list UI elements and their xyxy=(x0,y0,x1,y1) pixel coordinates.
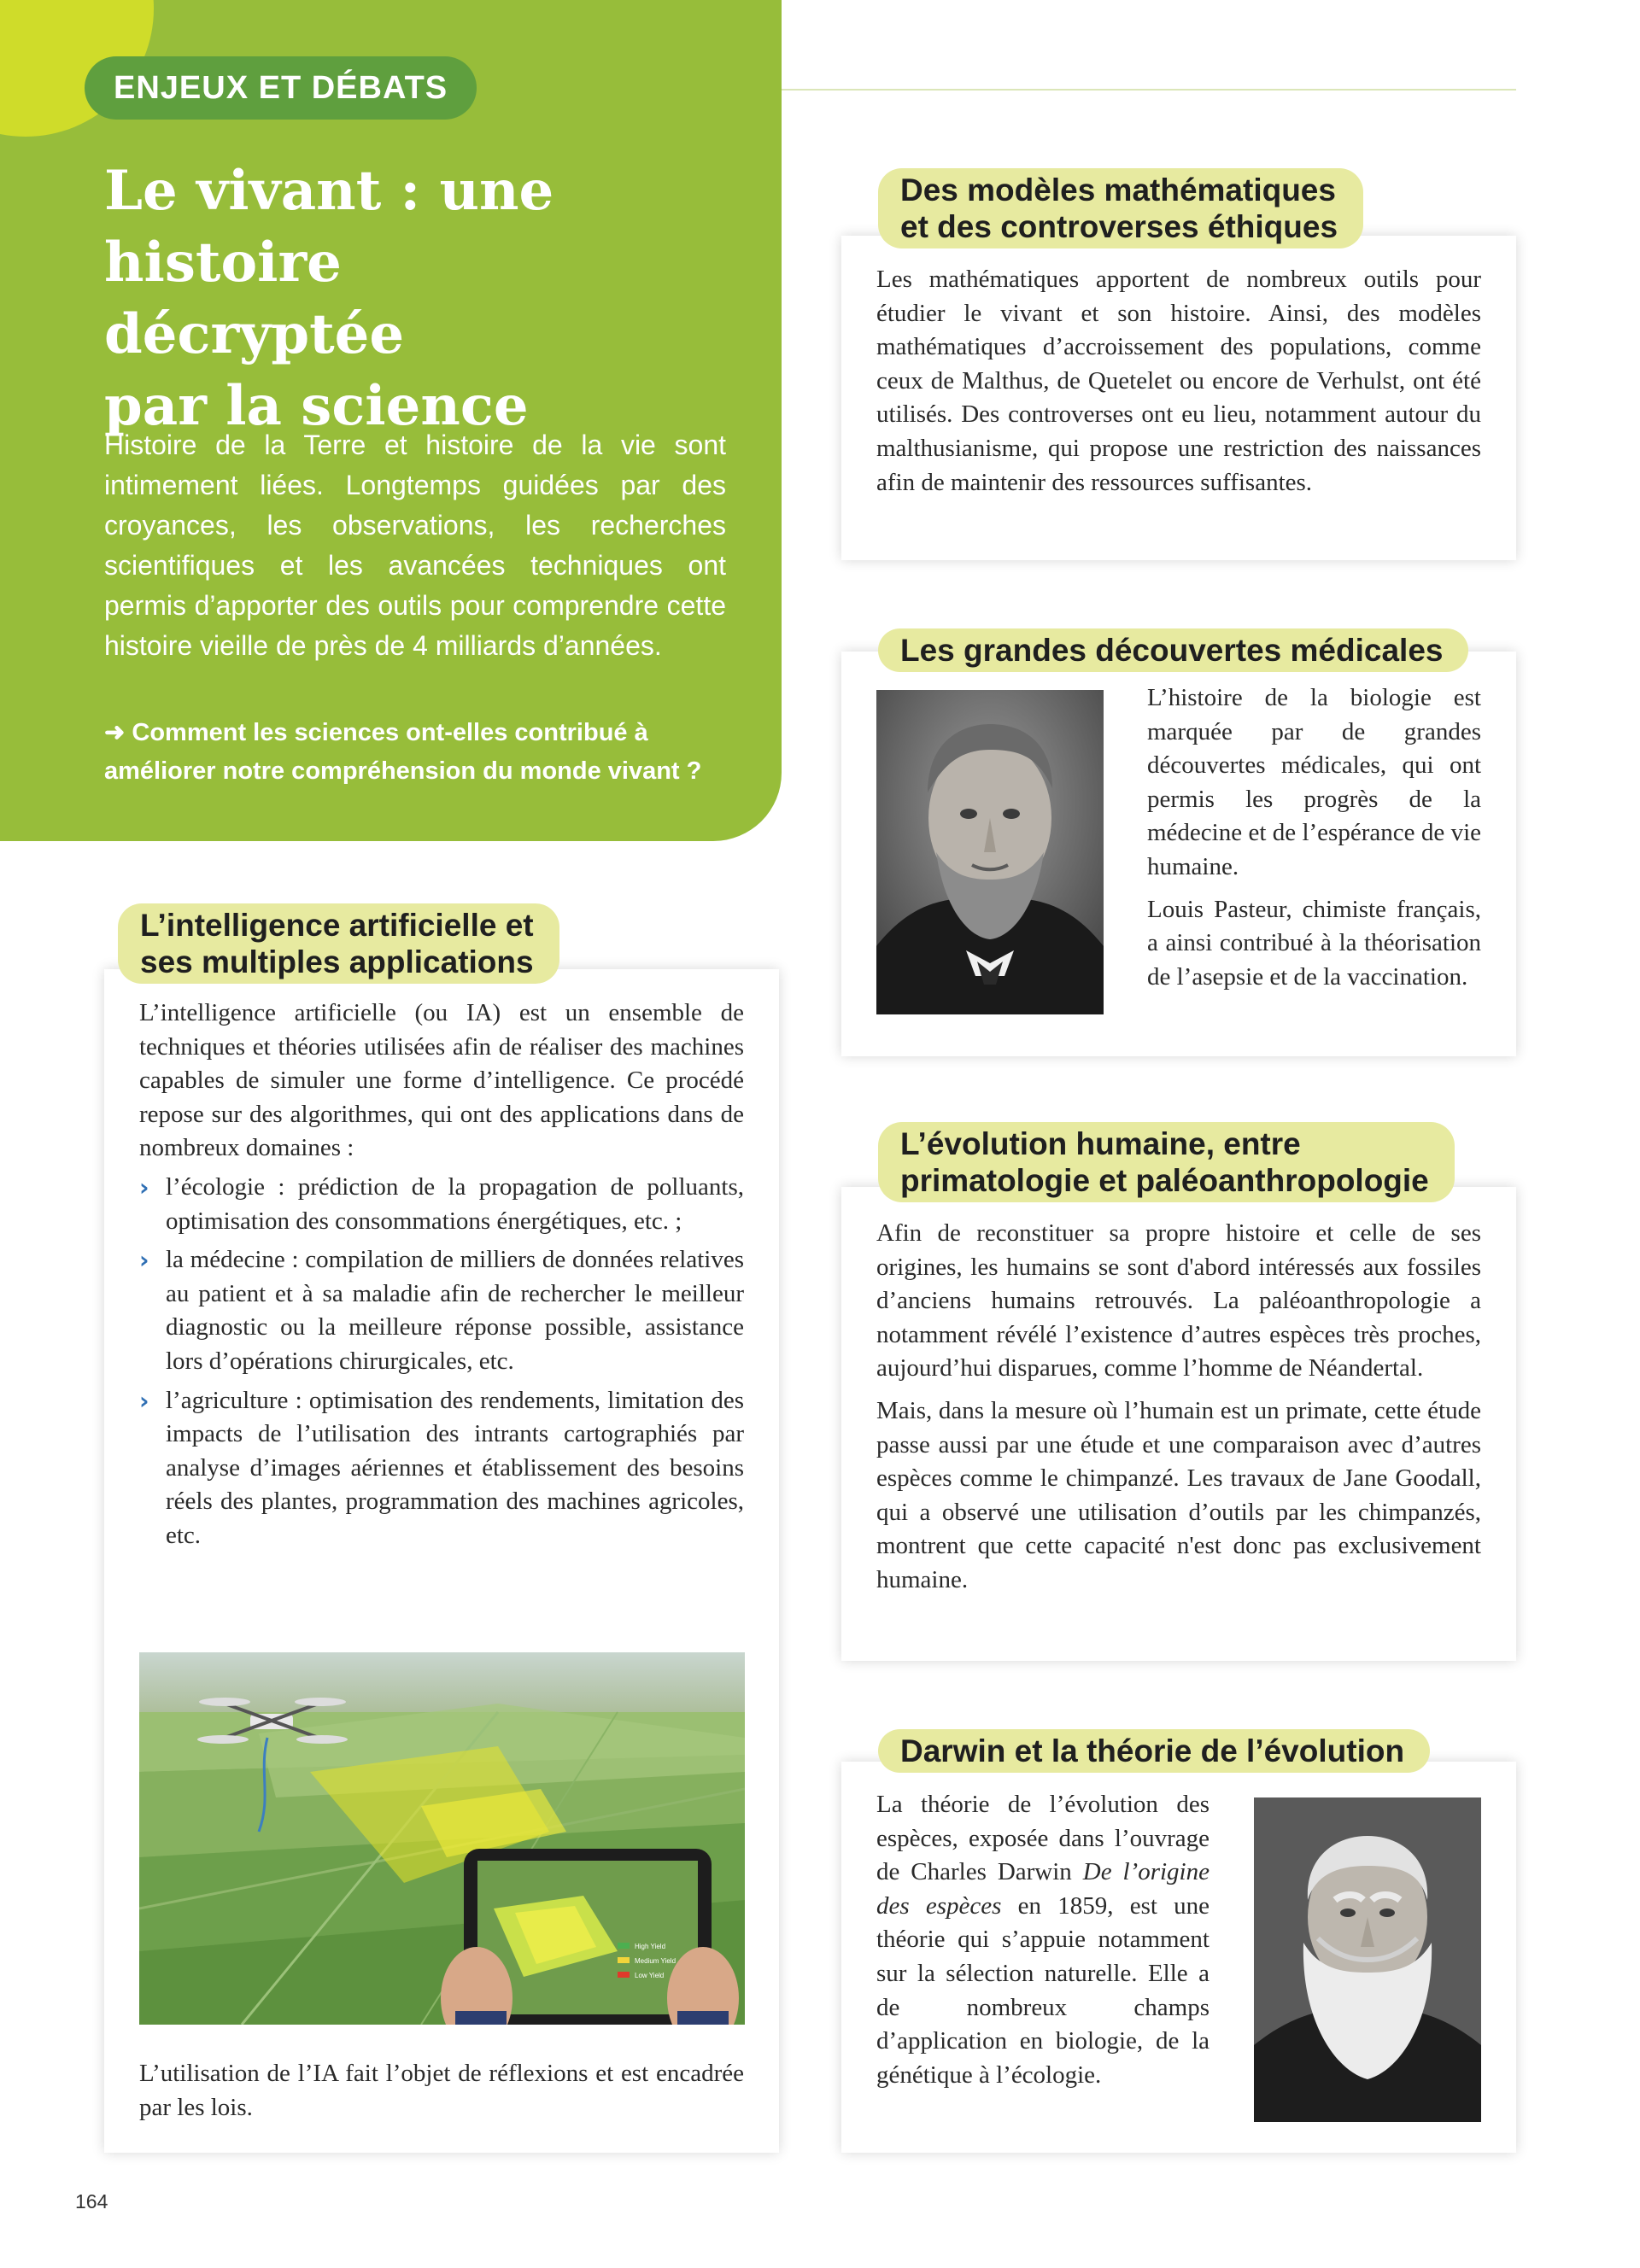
title-line: ses multiples applications xyxy=(140,944,534,979)
math-card-title xyxy=(878,168,1363,248)
medical-card-text xyxy=(1147,681,1481,994)
divider xyxy=(782,89,1516,91)
ai-bullet-list xyxy=(139,1171,744,1553)
book-title: De l’origine des espèces xyxy=(876,1858,1210,1920)
section-kicker: ENJEUX ET DÉBATS xyxy=(85,56,477,120)
medical-para: Louis Pasteur, chimiste français, a ainsi contribué à la théorisation de l’asepsie et de la vaccination. xyxy=(1147,895,1481,991)
evolution-para: Mais, dans la mesure où l’humain est un primate, cette étude passe aussi par une étude et une comparaison avec d’autres espèces comme le chimpanzé. Les travaux de Jane Goodall, qui a observé une utilisation d’outils par les chimpanzés, montrent que cette capacité n'est donc pas exclusivement humaine. xyxy=(876,1396,1481,1593)
list-item-text: la médecine : compilation de milliers de données relatives au patient et à sa maladie afin de rechercher le meilleur diagnostic ou la meilleure réponse possible, assistance lors d’opérations chirurgicales, etc. xyxy=(166,1246,744,1375)
title-line: Le vivant : une histoire xyxy=(104,159,554,295)
darwin-text: La théorie de l’évolution des espèces, exposée dans l’ouvrage de Charles Darwin xyxy=(876,1791,1210,1886)
ai-card-title xyxy=(118,903,559,984)
page-title xyxy=(104,155,753,442)
ai-caption: L’utilisation de l’IA fait l’objet de réflexions et est encadrée par les lois. xyxy=(139,2060,744,2121)
legend-label: Low Yield xyxy=(635,1972,665,1979)
evolution-card-title xyxy=(878,1122,1455,1202)
list-item-text: l’écologie : prédiction de la propagation de polluants, optimisation des consommations énergétiques, etc. ; xyxy=(166,1172,744,1235)
ai-card-body xyxy=(139,997,744,1553)
darwin-card-text xyxy=(876,1788,1210,2092)
evolution-para: Afin de reconstituer sa propre histoire et celle de ses origines, les humains se sont d'abord intéressés aux fossiles d’anciens humains retrouvés. La paléoanthropologie a notamment révélé l’existence d’autres espèces très proches, aujourd’hui disparues, comme l’homme de Néandertal. xyxy=(876,1219,1481,1382)
darwin-card-title: Darwin et la théorie de l’évolution xyxy=(878,1729,1430,1773)
title-line: primatologie et paléoanthropologie xyxy=(900,1163,1429,1198)
chevron-icon: › xyxy=(139,1172,149,1201)
list-item xyxy=(139,1384,744,1553)
tablet-icon xyxy=(441,1849,739,2025)
page-number: 164 xyxy=(75,2190,108,2212)
title-line: L’évolution humaine, entre xyxy=(900,1126,1301,1161)
pasteur-portrait xyxy=(876,690,1104,1014)
arrow-icon: ➜ xyxy=(104,719,126,746)
guiding-question xyxy=(104,714,736,791)
title-line: décryptée xyxy=(104,302,405,366)
medical-para: L’histoire de la biologie est marquée par de grandes découvertes médicales, qui ont permis les progrès de la médecine et de l’espérance de vie humaine. xyxy=(1147,684,1481,880)
chevron-icon: › xyxy=(139,1386,149,1415)
medical-card-title: Les grandes découvertes médicales xyxy=(878,628,1468,672)
title-line: L’intelligence artificielle et xyxy=(140,908,534,943)
title-line: et des controverses éthiques xyxy=(900,209,1338,244)
legend-label: Medium Yield xyxy=(635,1957,676,1965)
intro-text: Histoire de la Terre et histoire de la vie sont intimement liées. Longtemps guidées par des croyances, les observations, les recherches scientifiques et les avancées techniques ont permis d’apporter des outils pour comprendre cette histoire vieille de près de 4 milliards d’années. xyxy=(104,430,726,661)
list-item-text: l’agriculture : optimisation des rendements, limitation des impacts de l’utilisation des intrants cartographiés par analyse d’images aériennes et établissement des besoins réels des plantes, programmation des machines agricoles, etc. xyxy=(166,1386,744,1549)
math-card-text: Les mathématiques apportent de nombreux outils pour étudier le vivant et son histoire. Ainsi, des modèles mathématiques d’accroissement des populations, comme ceux de Malthus, de Quetelet ou encore de Verhulst, ont été utilisés. Des controverses ont eu lieu, notamment autour du malthusianisme, qui propose une restriction des naissances afin de maintenir des ressources suffisantes. xyxy=(876,266,1481,496)
darwin-portrait xyxy=(1254,1797,1481,2122)
title-line: Des modèles mathématiques xyxy=(900,172,1336,208)
legend-label: High Yield xyxy=(635,1943,666,1950)
darwin-text: en 1859, est une théorie qui s’appuie notamment sur la sélection naturelle. Elle a de nombreux champs d’application en biologie, de la génétique à l’écologie. xyxy=(876,1891,1210,2089)
evolution-card-text xyxy=(876,1217,1481,1598)
list-item xyxy=(139,1243,744,1378)
title-line: par la science xyxy=(104,374,529,438)
question-text: Comment les sciences ont-elles contribué à améliorer notre compréhension du monde vivant ? xyxy=(104,719,702,785)
chevron-icon: › xyxy=(139,1246,149,1275)
list-item xyxy=(139,1171,744,1238)
ai-intro: L’intelligence artificielle (ou IA) est un ensemble de techniques et théories utilisées afin de réaliser des machines capables de simuler une forme d’intelligence. Ce procédé repose sur des algorithmes, qui ont des applications dans de nombreux domaines : xyxy=(139,999,744,1162)
drone-field-photo xyxy=(139,1652,745,2025)
